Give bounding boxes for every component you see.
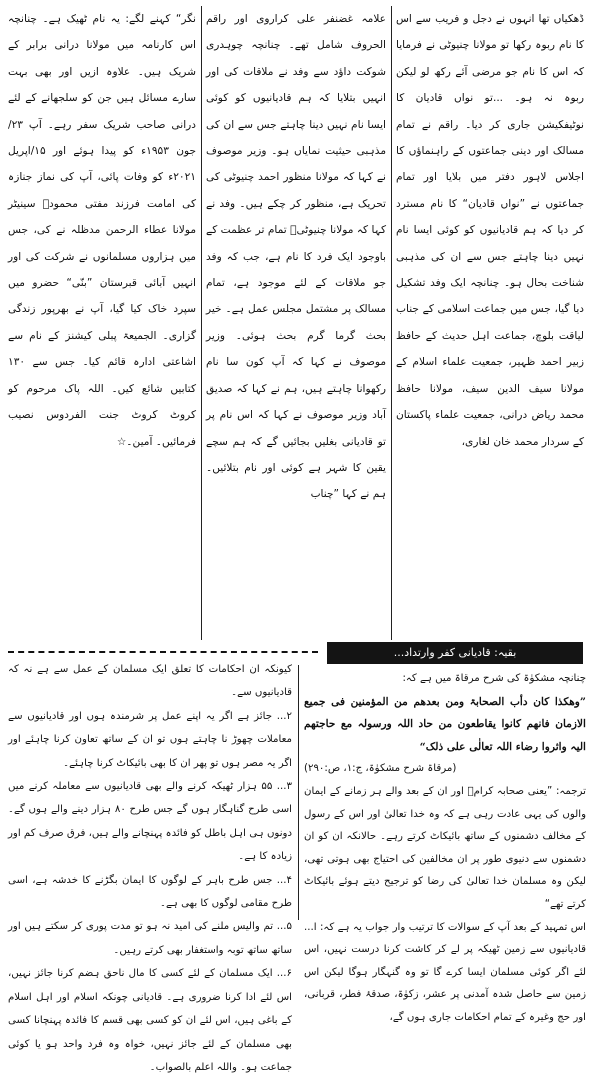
column-middle-text: علامہ غضنفر علی کراروی اور راقم الحروف شامل تھے۔ چنانچہ چوہدری شوکت داؤد سے وفد نے ملاقات کی اور انہیں بتلایا کہ ہم قادیانیوں کو کوئی ایسا نام نہیں دینا چاہتے جس سے ان کی مذہبی حیثیت نمایاں ہو۔ وزیر موصوف نے کہا کہ مولانا منظور احمد چنیوٹی کی تحریک ہے، منظور کر چکے ہیں۔ وفد نے کہا کہ مولانا چنیوٹیؒ تمام تر عظمت کے باوجود ایک فرد کا نام ہے، جب کہ وفد جو ملاقات کے لئے موجود ہے، تمام مسالک پر مشتمل مجلس عمل ہے۔ خیر بحث گرما گرم بحث ہوئی۔ وزیر موصوف نے کہا کہ آپ کون سا نام رکھوانا چاہتے ہیں، ہم نے کہا کہ صدیق آباد وزیر موصوف نے کہا کہ اس نام پر تو قادیانی بغلیں بجائیں گے کہ ہم سچے یقین کا شہر ہے کوئی اور نام بتلائیں۔ ہم نے کہا ”چناب bbox=[206, 13, 386, 501]
continuation-banner: بقیہ: قادیانی کفر وارتداد... bbox=[327, 642, 583, 664]
answer-para-4: ۴... جس طرح باہر کے لوگوں کا ایمان بگڑنے کا خدشہ ہے، اسی طرح مقامی لوگوں کا بھی ہے۔ bbox=[8, 874, 292, 910]
answer-para-0: کیونکہ ان احکامات کا تعلق ایک مسلمان کے عمل سے ہے نہ کہ قادیانیوں سے۔ bbox=[8, 664, 292, 699]
article-column-right bbox=[396, 6, 584, 638]
intro-line: چنانچہ مشکوٰۃ کی شرح مرقاۃ میں ہے کہ: bbox=[402, 673, 586, 684]
article-column-left bbox=[8, 6, 196, 638]
quote-reference: (مرقاۃ شرح مشکوٰۃ، ج:۱، ص:۲۹۰) bbox=[304, 763, 457, 775]
column-right-text: ڈھکیاں تھا انہوں نے دجل و فریب سے اس کا نام ربوہ رکھا تو مولانا چنیوٹی نے فرمایا کہ اس کا نام جو مرضی آئے رکھ لو لیکن ربوہ نہ ہو۔ ...تو نواں قادیان کا نوٹیفکیشن جاری کر دیا۔ راقم نے تمام مسالک اور دینی جماعتوں کے راہنماؤں کا اجلاس لاہور دفتر میں بلایا اور تمام جماعتوں نے ”نواں قادیان“ کا نام مسترد کر دیا کہ ہم قادیانیوں کو کوئی ایسا نام نہیں دینا چاہتے جس سے ان کی مذہبی شناخت بحال ہو۔ چنانچہ ایک وفد تشکیل دیا گیا، جس میں جماعت اسلامی کے جناب لیاقت بلوچ، جماعت اہل حدیث کے حافظ زبیر احمد ظہیر، جمعیت علماء اسلام کے مولانا سیف الدین سیف، مولانا حافظ محمد ریاض درانی، جمعیت علماء پاکستان کے سردار محمد خان لغاری، bbox=[396, 13, 584, 448]
continued-article-left bbox=[8, 658, 292, 1073]
column-divider bbox=[391, 6, 392, 640]
answer-para-2: ۲... جائز ہے اگر یہ اپنے عمل پر شرمندہ ہوں اور قادیانیوں سے معاملات چھوڑ نا چاہتے ہوں تو ان کے ساتھ تعاون کرنا چاہئے اور اگر یہ مصر ہوں تو پھر ان کا بھی بائیکاٹ کرنا چاہئے۔ bbox=[8, 710, 292, 769]
column-divider bbox=[298, 665, 299, 920]
answer-para-5: ۵... تم والیس ملنے کی امید نہ ہو تو مدت پوری کر سکتے ہیں اور ساتھ ساتھ توبہ واستغفار بھی کرتے رہیں۔ bbox=[8, 921, 292, 956]
article-column-middle bbox=[206, 6, 386, 638]
column-left-text: نگر“ کہنے لگے: یہ نام ٹھیک ہے۔ چنانچہ اس کارنامہ میں مولانا درانی برابر کے شریک ہیں۔ علاوہ ازیں اور بھی بہت سارے مسائل ہیں جن کو سلجھانے کے لئے درانی صاحب شریک سفر رہے۔ آپ ۲۳/جون ۱۹۵۳ء کو پیدا ہوئے اور ۱۵/اپریل ۲۰۲۱ء کو وفات پائی، آپ کی نماز جنازہ کی امامت فرزند مفتی محمودؒ سینیٹر مولانا عطاء الرحمن مدظلہ نے کی، جس میں ہزاروں مسلمانوں نے شرکت کی اور انہیں آبائی قبرستان ”بنّی“ حضرو میں سپرد خاک کیا گیا، آپ نے بھرپور زندگی گزاری۔ الجمیعۃ پبلی کیشنز کے نام سے اشاعتی ادارہ قائم کیا۔ جس سے ۱۳۰ کتابیں شائع کیں۔ اللہ پاک مرحوم کو کروٹ کروٹ جنت الفردوس نصیب فرمائیں۔ آمین۔☆ bbox=[8, 13, 197, 448]
continued-article-right bbox=[304, 668, 586, 1023]
section-separator bbox=[8, 651, 318, 653]
column-divider bbox=[201, 6, 202, 640]
translation-text: ترجمہ: ”یعنی صحابہ کرامؓ اور ان کے بعد والے ہر زمانے کے ایمان والوں کی یہی عادت رہی ہے کہ وہ خدا تعالیٰ اور اس کے رسول کے مخالف دشمنوں کے ساتھ بائیکاٹ کرتے رہے۔ حالانکہ ان کو ان دشمنوں سے دنیوی طور پر ان مخالفین کی احتیاج بھی ہوتی تھی، لیکن وہ مسلمان خدا تعالیٰ کی رضا کو ترجیح دیتے ہوئے بائیکاٹ کرتے تھے“ bbox=[304, 785, 586, 910]
answers-intro: اس تمہید کے بعد آپ کے سوالات کا ترتیب وار جواب یہ ہے کہ: ا... قادیانیوں سے زمین ٹھیکہ پر لے کر کاشت کرنا درست نہیں، اس لئے اگر کوئی مسلمان ایسا کرے گا تو وہ گنہگار ہوگا لیکن اس زمین سے حاصل شدہ آمدنی پر عشر، زکوٰۃ، صدقۂ فطر، قربانی، اور حج وغیرہ کے تمام احکامات جاری ہوں گے، bbox=[304, 921, 586, 1023]
answer-para-6: ۶... ایک مسلمان کے لئے کسی کا مال ناحق ہضم کرنا جائز نہیں، اس لئے ادا کرنا ضروری ہے۔ قادیانی چونکہ اسلام اور اہل اسلام کے باغی ہیں، اس لئے ان کو کسی بھی قسم کا فائدہ پہنچانا کسی بھی مسلمان کے لئے جائز نہیں، خواہ وہ فرد واحد ہو یا کوئی جماعت ہو۔ واللہ اعلم بالصواب۔ bbox=[8, 968, 292, 1073]
answer-para-3: ۳... ۵۵ ہزار ٹھیکہ کرنے والے بھی قادیانیوں سے معاملہ کرنے میں اسی طرح گناہگار ہوں گے جس طرح ۸۰ ہزار دینے والے ہوں گے۔ دونوں ہی اہل باطل کو فائدہ پہنچانے والے ہیں، فرق صرف کم اور زیادہ کا ہے۔ bbox=[8, 781, 292, 863]
arabic-quote: ”وھکذا کان دأب الصحابۃ ومن بعدھم من المؤمنین فی جمیع الازمان فانھم کانوا یقاطعون من حاد اللہ ورسولہ مع حاجتھم الیہ واثروا رضاء اللہ تعالٰی علی ذلک“ bbox=[304, 695, 586, 753]
